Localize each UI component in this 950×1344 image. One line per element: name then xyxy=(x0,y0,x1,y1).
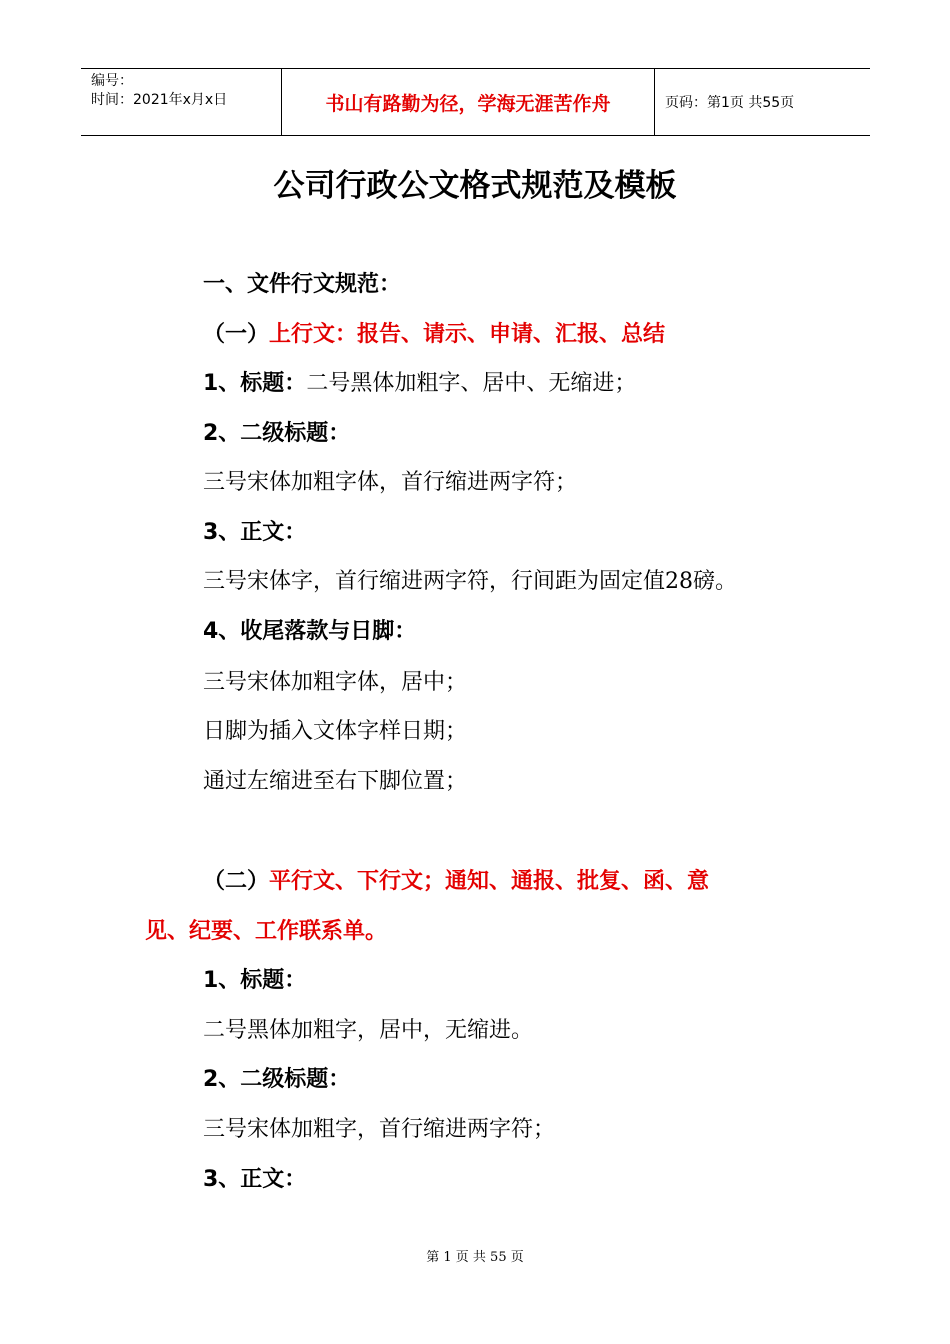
subsection-2-prefix: （二） xyxy=(203,869,270,894)
subsection-1-text: 上行文：报告、请示、申请、汇报、总结 xyxy=(269,322,666,347)
number-label: 编号： xyxy=(91,73,133,89)
item-4-text-2: 日脚为插入文体字样日期； xyxy=(203,719,468,744)
time-label: 时间：2021年x月x日 xyxy=(91,92,228,108)
b-item-1-text: 二号黑体加粗字，居中，无缩进。 xyxy=(203,1018,534,1043)
item-4-label: 4、收尾落款与日脚： xyxy=(203,619,417,644)
item-1 xyxy=(203,369,636,399)
b-item-1-label: 1、标题： xyxy=(203,968,307,993)
b-item-3-label: 3、正文： xyxy=(203,1167,307,1192)
subsection-2-text-line1: 平行文、下行文；通知、通报、批复、函、意 xyxy=(269,869,710,894)
header-meta xyxy=(81,69,282,135)
item-4-text-3: 通过左缩进至右下脚位置； xyxy=(203,769,468,794)
item-1-text: 二号黑体加粗字、居中、无缩进； xyxy=(306,371,637,396)
subsection-1-prefix: （一） xyxy=(203,322,270,347)
page-footer: 第 1 页 共 55 页 xyxy=(426,1250,524,1265)
b-item-2-label: 2、二级标题： xyxy=(203,1067,351,1092)
document-title: 公司行政公文格式规范及模板 xyxy=(273,168,677,204)
item-2-text: 三号宋体加粗字体，首行缩进两字符； xyxy=(203,470,578,495)
section-heading: 一、文件行文规范： xyxy=(203,272,402,297)
item-3-text: 三号宋体字，首行缩进两字符，行间距为固定值28磅。 xyxy=(203,569,737,594)
page-header xyxy=(81,68,870,136)
subsection-2 xyxy=(203,867,709,897)
b-item-2-text: 三号宋体加粗字，首行缩进两字符； xyxy=(203,1117,556,1142)
item-3-label: 3、正文： xyxy=(203,520,307,545)
subsection-1 xyxy=(203,320,665,350)
item-2-label: 2、二级标题： xyxy=(203,421,351,446)
item-1-label: 1、标题： xyxy=(203,371,307,396)
subsection-2-text-line2: 见、纪要、工作联系单。 xyxy=(145,919,388,944)
header-motto: 书山有路勤为径，学海无涯苦作舟 xyxy=(282,69,655,135)
item-4-text-1: 三号宋体加粗字体，居中； xyxy=(203,670,468,695)
header-page-info: 页码：第1页 共55页 xyxy=(665,95,795,111)
